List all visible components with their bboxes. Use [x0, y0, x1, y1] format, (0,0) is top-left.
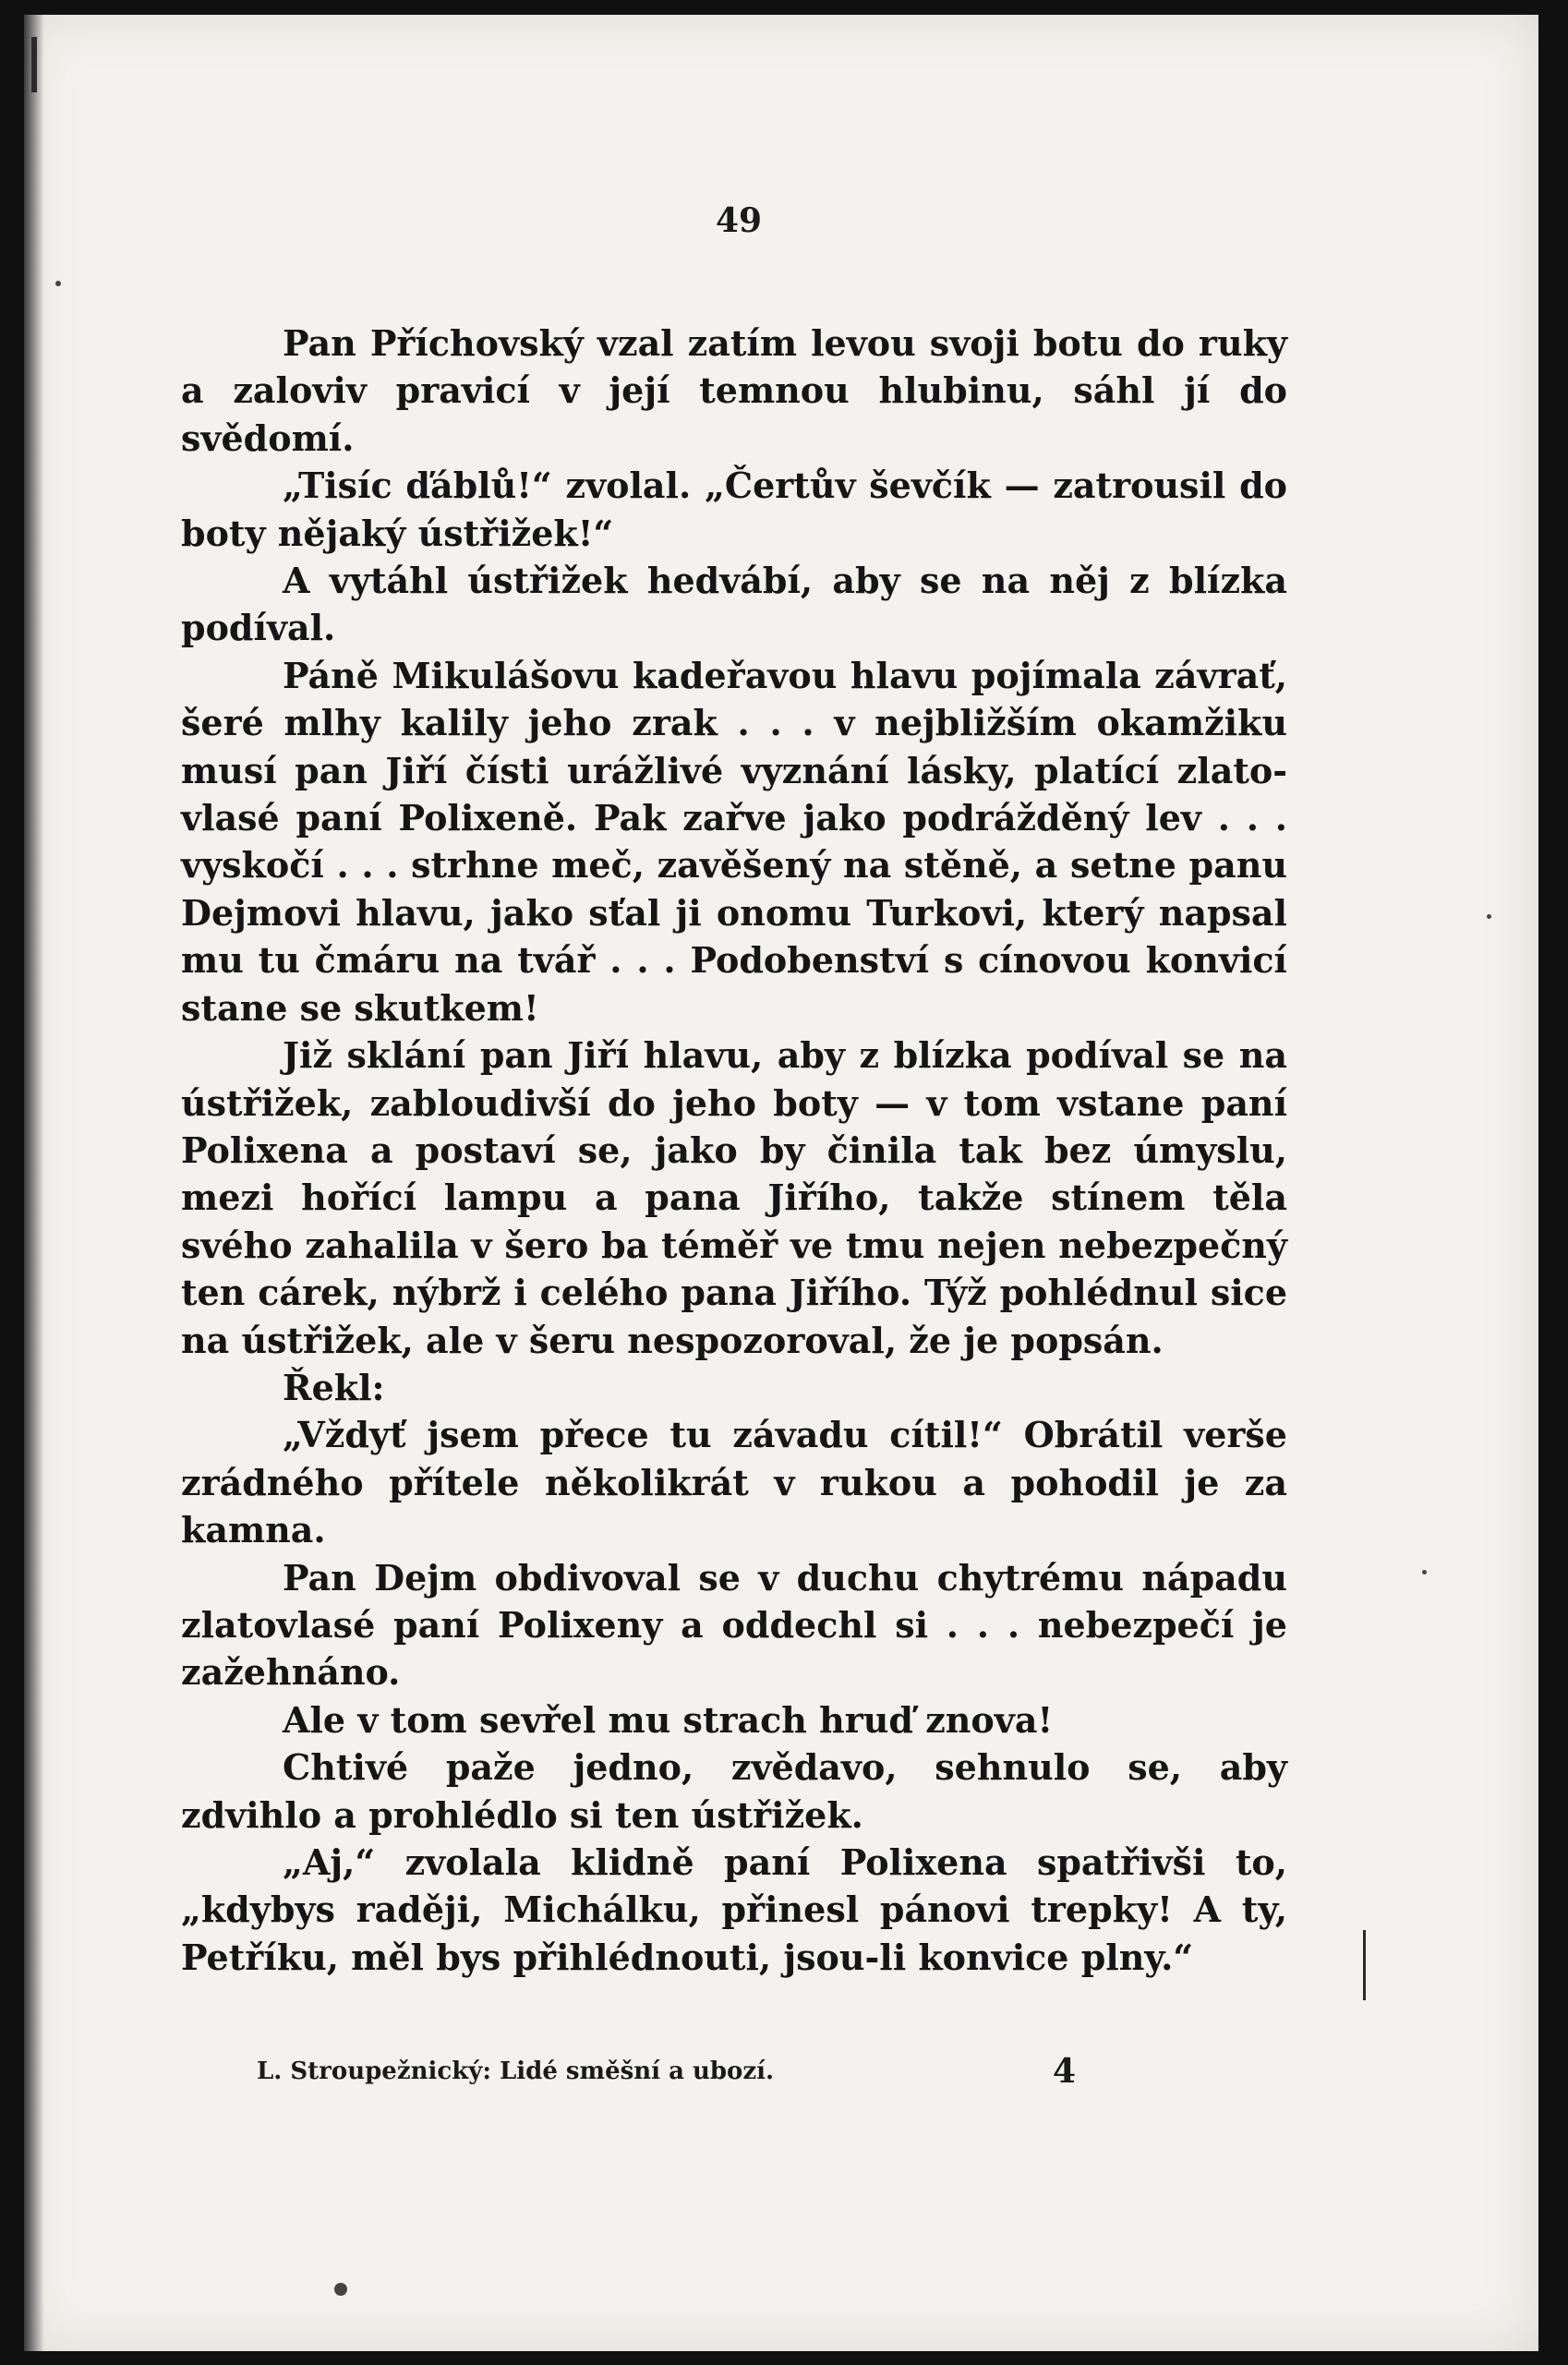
- dust-speck: [55, 281, 61, 286]
- paragraph: Již sklání pan Jiří hlavu, aby z blízka podíval se na ústřižek, zabloudivší do jeho boty — v tom vstane paní Polixena a postaví se, jako by činila tak bez úmyslu, mezi hořící lampu a pana Jiřího, takže stínem těla svého zahalila v šero ba téměř ve tmu nejen nebezpečný ten cárek, nýbrž i celého pana Jiřího. Týž pohlédnul sice na ústřižek, ale v šeru nespozoroval, že je popsán.: [181, 1034, 1287, 1361]
- paragraph: A vytáhl ústřižek hedvábí, aby se na něj z blízka podíval.: [181, 560, 1287, 649]
- binding-mark: [31, 37, 37, 92]
- body-text: [181, 320, 1287, 1981]
- printer-signature-mark: 4: [1053, 2052, 1077, 2091]
- footer-author-title: L. Stroupežnický: Lidé směšní a ubozí.: [257, 2057, 775, 2085]
- paragraph: Pan Dejm obdivoval se v duchu chytrému nápadu zlatovlasé paní Polixeny a oddechl si . . . nebezpečí je zažehnáno.: [181, 1556, 1287, 1694]
- paragraph: „Vždyť jsem přece tu závadu cítil!“ Obrátil verše zrádného přítele několikrát v rukou a pohodil je za kamna.: [181, 1414, 1287, 1551]
- binding-mark: [1363, 1930, 1366, 2000]
- dust-speck: [1422, 1570, 1427, 1575]
- paragraph: Chtivé paže jedno, zvědavo, sehnulo se, aby zdvihlo a prohlédlo si ten ústřižek.: [181, 1746, 1287, 1836]
- page-gutter-shadow: [24, 15, 44, 2351]
- paragraph: Řekl:: [283, 1366, 385, 1408]
- paragraph: Páně Mikulášovu kadeřavou hlavu pojímala závrať, šeré mlhy kalily jeho zrak . . . v nejbližším okamžiku musí pan Jiří čísti urážlivé vyznání lásky, platící zlatovlasé paní Polixeně. Pak zařve jako podrážděný lev . . . vyskočí . . . strhne meč, zavěšený na stěně, a setne panu Dejmovi hlavu, jako sťal ji onomu Turkovi, který napsal mu tu čmáru na tvář . . . Podobenství s cínovou konvicí stane se skutkem!: [181, 654, 1287, 1029]
- dust-speck: [1487, 914, 1491, 919]
- paragraph: „Tisíc ďáblů!“ zvolal. „Čertův ševčík — zatrousil do boty nějaký ústřižek!“: [181, 465, 1287, 554]
- paragraph: „Aj,“ zvolala klidně paní Polixena spatřivši to, „kdybys raději, Michálku, přinesl pánovi trepky! A ty, Petříku, měl bys přihlédnouti, jsou-li konvice plny.“: [181, 1841, 1287, 1978]
- paragraph: Pan Příchovský vzal zatím levou svoji botu do ruky a zaloviv pravicí v její temnou hlubinu, sáhl jí do svědomí.: [181, 322, 1287, 459]
- paragraph: Ale v tom sevřel mu strach hruď znova!: [283, 1698, 1054, 1741]
- dust-speck: [334, 2283, 347, 2296]
- page-number: 49: [715, 201, 763, 240]
